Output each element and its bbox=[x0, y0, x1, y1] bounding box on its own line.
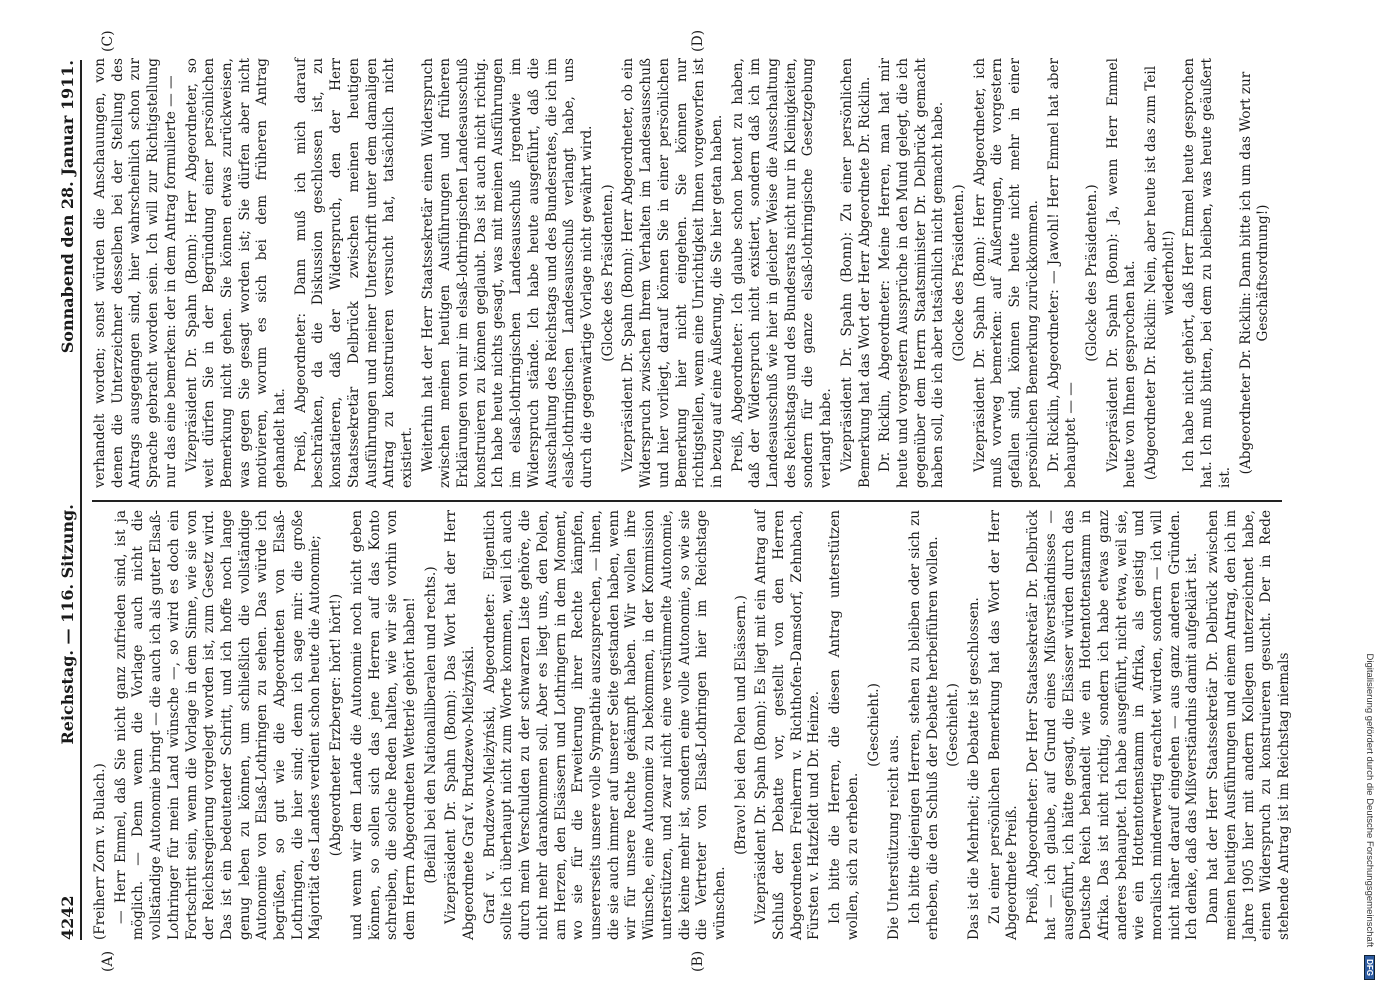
paragraph: Weiterhin hat der Herr Staatssekretär einen Widerspruch zwischen meinen heutigen Ausführungen und früheren Erklärungen von mir im elsaß-lothringischen Landesausschuß konstruieren zu können geglaubt. Das ist auch nicht richtig. Ich habe heute nichts gesagt, was mit meinen Ausführungen im elsaß-lothringischen Landesausschuß irgendwie im Widerspruch stände. Ich habe heute ausgeführt, daß die Ausschaltung des Reichstags und des Bundesrates, die ich im elsaß-lothringischen Landesausschuß verlangt habe, uns durch die gegenwärtige Vorlage nicht gewährt wird. bbox=[419, 58, 595, 488]
paragraph: Vizepräsident Dr. Spahn (Bonn): Herr Abgeordneter, so weit dürfen Sie in der Begründung einer persönlichen Bemerkung nicht gehen. Sie können etwas zurückweisen, was gegen Sie gesagt worden ist; Sie dürfen aber nicht motivieren, worum es sich bei dem früheren Antrag gehandelt hat. bbox=[183, 58, 289, 488]
speaker-note: (Freiherr Zorn v. Bulach.) bbox=[92, 763, 108, 940]
interjection: (Abgeordneter Dr. Ricklin: Dann bitte ich um das Wort zur Geschäftsordnung!) bbox=[1237, 71, 1272, 475]
paragraph: Preiß, Abgeordneter: Der Herr Staatssekretär Dr. Delbrück hat — ich glaube, auf Grund eines Mißverständnisses — ausgeführt, ich hätte gesagt, die Elsässer würden durch das Deutsche Reich behandelt wie ein Hottentottenstamm in Afrika. Das ist nicht richtig, sondern ich habe etwas ganz anderes behauptet. Ich habe ausgeführt, nicht etwa, weil sie, wie ein Hottentottenstamm in Afrika, als geistig und moralisch minderwertig erachtet würden, sondern — ich will nicht näher darauf eingehen — aus ganz anderen Gründen. Ich denke, daß das Mißverständnis damit aufgeklärt ist. bbox=[1025, 510, 1201, 940]
column-divider bbox=[92, 500, 1282, 502]
dfg-logo: DFG bbox=[1365, 955, 1376, 980]
margin-marker-b: (B) bbox=[690, 950, 706, 972]
margin-marker-a: (A) bbox=[100, 950, 116, 972]
paragraph: Preiß, Abgeordneter: Ich glaube schon betont zu haben, daß der Widerspruch nicht existiert, sondern daß ich im Landesausschuß wie hier in gleicher Weise die Ausschaltung des Reichstags und des Bundesrats nicht nur in Kleinigkeiten, sondern für die ganze elsaß-lothringische Gesetzgebung verlangt habe. bbox=[729, 58, 835, 488]
paragraph: Dr. Ricklin, Abgeordneter: — Jawohl! Herr Emmel hat aber behauptet — — bbox=[1045, 58, 1080, 488]
digitization-note bbox=[1363, 20, 1377, 980]
paragraph: Das ist die Mehrheit; die Debatte ist geschlossen. bbox=[966, 597, 983, 940]
paragraph: Vizepräsident Dr. Spahn (Bonn): Das Wort hat der Herr Abgeordnete Graf v. Brudzewo-Mielżyński. bbox=[443, 510, 478, 940]
header-rule bbox=[80, 60, 82, 940]
paragraph: Dann hat der Herr Staatssekretär Dr. Delbrück zwischen meinen heutigen Ausführungen und einem Antrag, den ich im Jahre 1905 hier mit andern Kollegen unterzeichnet habe, einen Widerspruch zu konstruieren gesucht. Der in Rede stehende Antrag ist im Reichstag niemals bbox=[1205, 510, 1292, 940]
paragraph: Zu einer persönlichen Bemerkung hat das Wort der Herr Abgeordnete Preiß. bbox=[986, 510, 1021, 940]
paragraph: Ich bitte die Herren, die diesen Antrag unterstützen wollen, sich zu erheben. bbox=[827, 510, 861, 940]
interjection: (Beifall bei den Nationalliberalen und rechts.) bbox=[422, 566, 439, 884]
paragraph: Ich bitte diejenigen Herren, stehen zu bleiben oder sich zu erheben, die den Schluß der Debatte herbeiführen wollen. bbox=[906, 510, 941, 940]
interjection: (Geschieht.) bbox=[865, 683, 882, 767]
paragraph: Ich habe nicht gehört, daß Herr Emmel heute gesprochen hat. Ich muß bitten, bei dem zu bleiben, was heute geäußert ist. bbox=[1181, 58, 1233, 488]
interjection: (Geschieht.) bbox=[945, 683, 962, 767]
paragraph: Graf v. Brudzewo-Mielżyński, Abgeordneter: Eigentlich sollte ich überhaupt nicht zum Worte kommen, weil ich auch durch mein Verschulden zu der schwarzen Liste gehöre, die nicht mehr darankommen soll. Aber es liegt uns, den Polen, am Herzen, den Elsässern und Lothringern in dem Moment, wo sie für die Erweiterung ihrer Rechte kämpfen, unsererseits unsere volle Sympathie auszusprechen, — ihnen, die sie auch immer auf unserer Seite gestanden haben, wenn wir für unsere Rechte gekämpft haben. Wir wollen ihre Wünsche, eine Autonomie zu bekommen, in der Kommission unterstützen, und zwar nicht eine verstümmelte Autonomie, die keine mehr ist, sondern eine volle Autonomie, so wie sie die Vertreter von Elsaß-Lothringen hier im Reichstage wünschen. bbox=[481, 510, 728, 940]
funding-note-text: Digitalisierung gefördert durch die Deutsche Forschungsgemeinschaft bbox=[1364, 653, 1376, 948]
paragraph: Vizepräsident Dr. Spahn (Bonn): Herr Abgeordneter, ob ein Widerspruch zwischen Ihrem Verhalten im Landesausschuß und hier vorliegt, darauf können Sie in einer persönlichen Bemerkung hier nicht eingehen. Sie können nur richtigstellen, wenn eine Unrichtigkeit Ihnen vorgeworfen ist in bezug auf eine Äußerung, die Sie hier getan haben. bbox=[620, 58, 725, 488]
margin-marker-d: (D) bbox=[690, 29, 706, 52]
paragraph: Vizepräsident Dr. Spahn (Bonn): Es liegt mit ein Antrag auf Schluß der Debatte vor, gestellt von den Herren Abgeordneten Freiherrn v. Richthofen-Damsdorf, Zehnbach, Fürsten v. Hatzfeldt und Dr. Heinze. bbox=[753, 510, 823, 940]
paragraph: Vizepräsident Dr. Spahn (Bonn): Herr Abgeordneter, ich muß vorweg bemerken: auf Äußerungen, die vorgestern gefallen sind, können Sie heute nicht mehr in einer persönlichen Bemerkung zurückkommen. bbox=[971, 58, 1041, 488]
paragraph: verhandelt worden; sonst würden die Anschauungen, von denen die Unterzeichner desselben bei der Stellung des Antrags ausgegangen sind, hier wahrscheinlich schon zur Sprache gebracht worden sein. Ich will zur Richtigstellung nur das eine bemerken: der in dem Antrag formulierte — — bbox=[92, 58, 179, 488]
paragraph: — Herr Emmel, daß Sie nicht ganz zufrieden sind, ist ja möglich. — Denn wenn die Vorlage auch nicht die vollständige Autonomie bringt — die auch ich als guter Elsaß-Lothringer für mein Land wünsche —, so wird es doch ein Fortschritt sein, wenn die Vorlage in dem Sinne, wie sie von der Reichsregierung vorgelegt worden ist, zum Gesetz wird. Das ist ein bedeutender Schritt, und ich hoffe noch lange genug leben zu können, um schließlich die vollständige Autonomie von Elsaß-Lothringen zu sehen. Das würde ich begrüßen, so gut wie die Abgeordneten von Elsaß-Lothringen, die hier sind; denn ich sage mir: die große Majorität des Landes verdient schon heute die Autonomie; bbox=[112, 510, 324, 940]
interjection: (Glocke des Präsidenten.) bbox=[599, 184, 616, 362]
paragraph: Dr. Ricklin, Abgeordneter: Meine Herren, man hat mir heute und vorgestern Aussprüche in den Mund gelegt, die ich gegenüber dem Herrn Staatsminister Dr. Delbrück gemacht haben soll, die ich aber tatsächlich nicht gemacht habe. bbox=[877, 58, 947, 488]
paragraph: Vizepräsident Dr. Spahn (Bonn): Zu einer persönlichen Bemerkung hat das Wort der Herr Abgeordnete Dr. Ricklin. bbox=[838, 58, 873, 488]
header-title-left: Reichstag. — 116. Sitzung. bbox=[57, 504, 77, 745]
left-column bbox=[92, 510, 1292, 940]
page-number: 4242 bbox=[57, 895, 77, 940]
paragraph: Die Unterstützung reicht aus. bbox=[886, 734, 903, 940]
paragraph: und wenn wir dem Lande die Autonomie noch nicht geben können, so sollen sich das jene Herren auf das Konto schreiben, die solche Reden halten, wie wir sie vorhin von dem Herrn Abgeordneten Wetterlé gehört haben! bbox=[348, 510, 418, 940]
paragraph: Preiß, Abgeordneter: Dann muß ich mich darauf beschränken, da die Diskussion geschlossen ist, zu konstatieren, daß der Widerspruch, den der Herr Staatssekretär Delbrück zwischen meinen heutigen Ausführungen und meiner Unterschrift unter dem damaligen Antrag zu konstruieren versucht hat, tatsächlich nicht existiert. bbox=[292, 58, 415, 488]
interjection: (Glocke des Präsidenten.) bbox=[951, 184, 968, 362]
interjection: (Bravo! bei den Polen und Elsässern.) bbox=[732, 595, 749, 855]
margin-marker-c: (C) bbox=[100, 30, 116, 52]
right-column bbox=[92, 58, 1282, 488]
interjection: (Glocke des Präsidenten.) bbox=[1083, 184, 1100, 362]
interjection: (Abgeordneter Dr. Ricklin: Nein, aber heute ist das zum Teil wiederholt!) bbox=[1143, 65, 1177, 481]
header-title-right: Sonnabend den 28. Januar 1911. bbox=[57, 60, 77, 354]
paragraph: Vizepräsident Dr. Spahn (Bonn): Ja, wenn Herr Emmel heute von Ihnen gesprochen hat. bbox=[1104, 58, 1139, 488]
interjection: (Abgeordneter Erzberger: hört! hört!) bbox=[328, 593, 345, 857]
page-header bbox=[56, 60, 78, 940]
